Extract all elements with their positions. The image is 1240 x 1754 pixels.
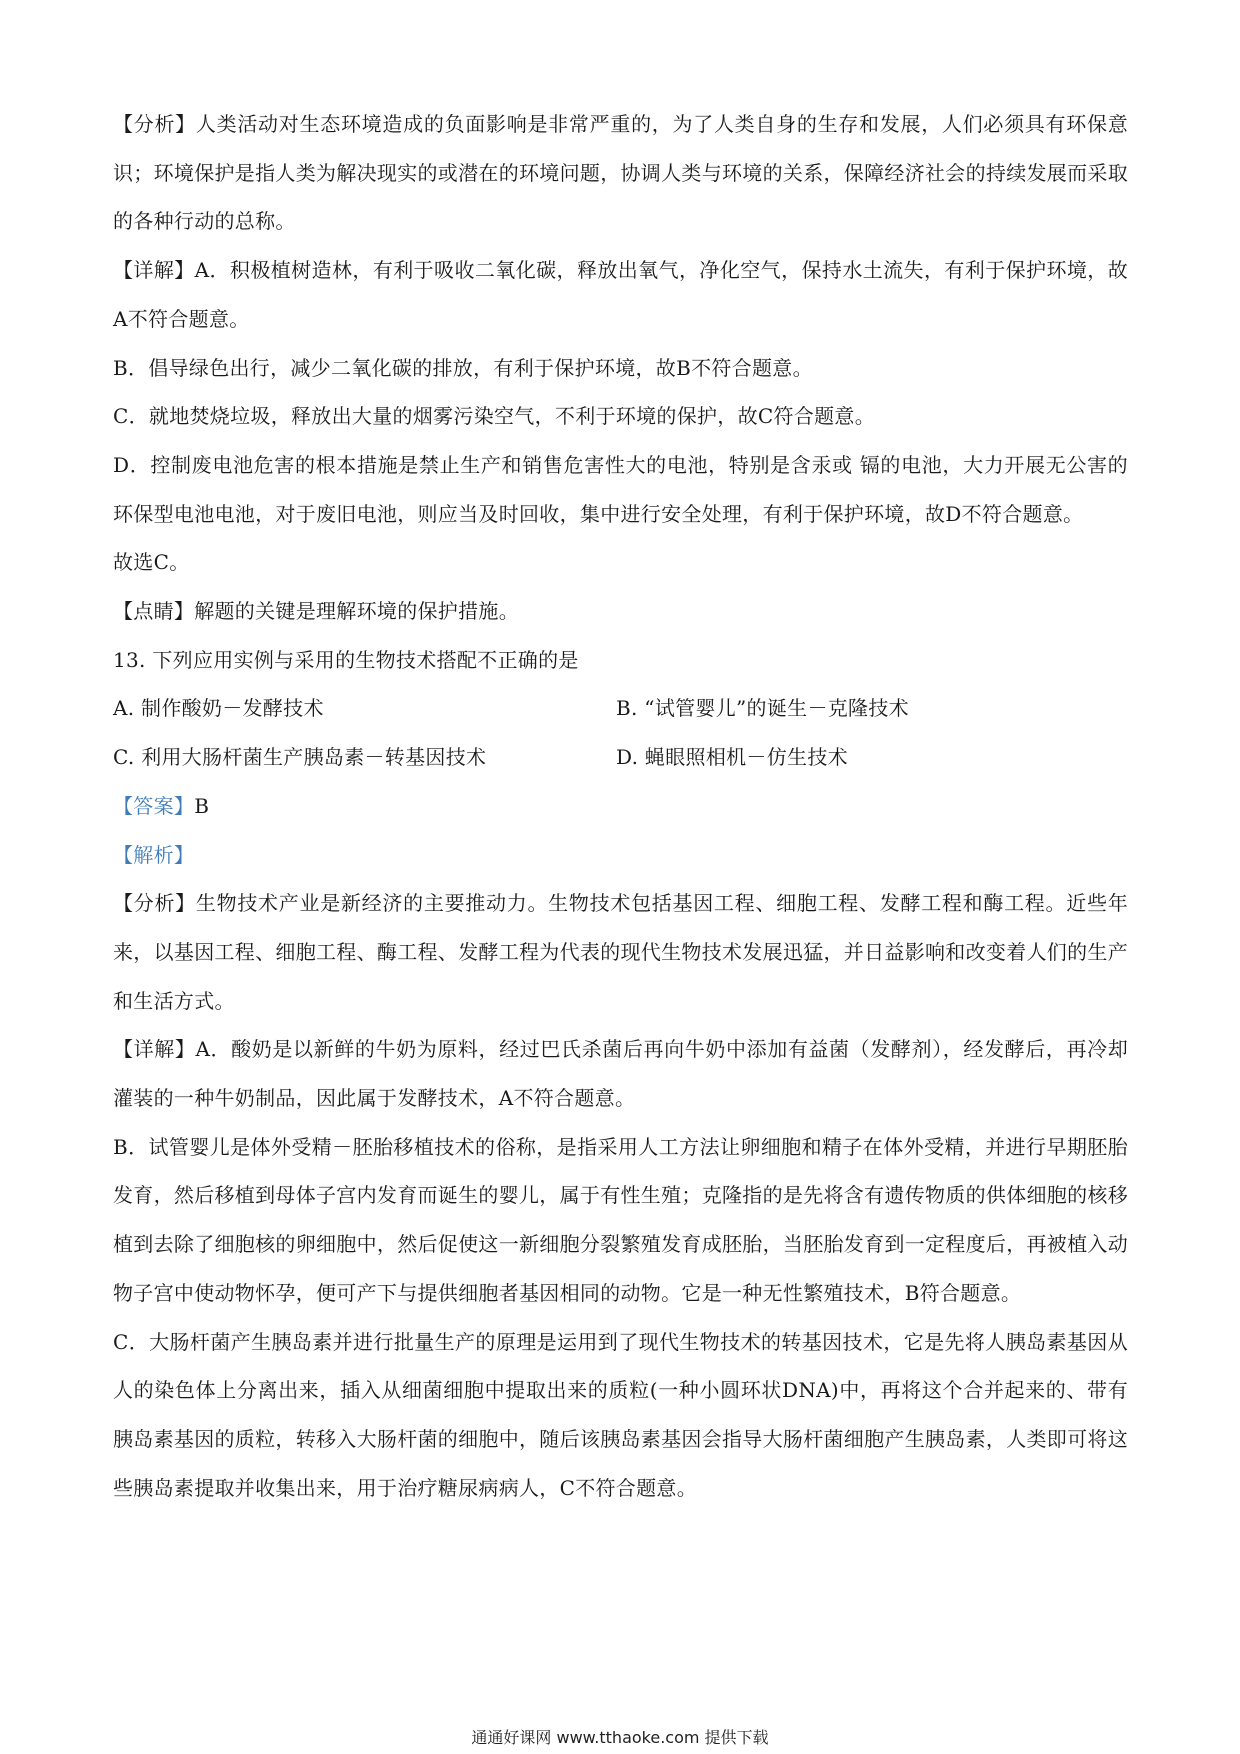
answer-value: B: [194, 793, 210, 818]
paragraph-analysis-1: 【分析】人类活动对生态环境造成的负面影响是非常严重的，为了人类自身的生存和发展，人们必须具有环保意识；环境保护是指人类为解决现实的或潜在的环境问题，协调人类与环境的关系，保障经济社会的持续发展而采取的各种行动的总称。: [113, 112, 1128, 234]
paragraph-detail-a-1: 【详解】A．积极植树造林，有利于吸收二氧化碳，释放出氧气，净化空气，保持水土流失，有利于保护环境，故A不符合题意。: [113, 258, 1128, 331]
page-footer: 通通好课网 www.tthaoke.com 提供下载: [471, 1728, 769, 1747]
answer-line: [113, 782, 1128, 831]
option-d: D. 蝇眼照相机－仿生技术: [616, 745, 848, 770]
paragraph-key-point-1: 【点睛】解题的关键是理解环境的保护措施。: [113, 599, 519, 624]
options-row-2: [113, 733, 1128, 782]
paragraph-choice-1: 故选C。: [113, 550, 190, 575]
paragraph-analysis-2: 【分析】生物技术产业是新经济的主要推动力。生物技术包括基因工程、细胞工程、发酵工程和酶工程。近些年来，以基因工程、细胞工程、酶工程、发酵工程为代表的现代生物技术发展迅猛，并日益影响和改变着人们的生产和生活方式。: [113, 891, 1128, 1013]
paragraph-detail-b-2: B．试管婴儿是体外受精－胚胎移植技术的俗称，是指采用人工方法让卵细胞和精子在体外受精，并进行早期胚胎发育，然后移植到母体子宫内发育而诞生的婴儿，属于有性生殖；克隆指的是先将含有遗传物质的供体细胞的核移植到去除了细胞核的卵细胞中，然后促使这一新细胞分裂繁殖发育成胚胎，当胚胎发育到一定程度后，再被植入动物子宫中使动物怀孕，便可产下与提供细胞者基因相同的动物。它是一种无性繁殖技术，B符合题意。: [113, 1134, 1128, 1305]
paragraph-detail-a-2: 【详解】A．酸奶是以新鲜的牛奶为原料，经过巴氏杀菌后再向牛奶中添加有益菌（发酵剂），经发酵后，再冷却灌装的一种牛奶制品，因此属于发酵技术，A不符合题意。: [113, 1037, 1128, 1111]
option-c: C. 利用大肠杆菌生产胰岛素－转基因技术: [113, 745, 487, 770]
option-b: B. “试管婴儿”的诞生－克隆技术: [616, 696, 909, 721]
question-13: 13. 下列应用实例与采用的生物技术搭配不正确的是: [113, 647, 579, 672]
paragraph-detail-c-2: C．大肠杆菌产生胰岛素并进行批量生产的原理是运用到了现代生物技术的转基因技术，它是先将人胰岛素基因从人的染色体上分离出来，插入从细菌细胞中提取出来的质粒(一种小圆环状DNA)中，再将这个合并起来的、带有胰岛素基因的质粒，转移入大肠杆菌的细胞中，随后该胰岛素基因会指导大肠杆菌细胞产生胰岛素，人类即可将这些胰岛素提取并收集出来，用于治疗糖尿病病人，C不符合题意。: [113, 1329, 1128, 1500]
option-a: A. 制作酸奶－发酵技术: [113, 696, 324, 721]
analysis-label: 【解析】: [113, 842, 195, 867]
paragraph-detail-c-1: C．就地焚烧垃圾，释放出大量的烟雾污染空气，不利于环境的保护，故C符合题意。: [113, 404, 876, 429]
paragraph-detail-b-1: B．倡导绿色出行，减少二氧化碳的排放，有利于保护环境，故B不符合题意。: [113, 355, 813, 380]
options-row-1: [113, 684, 1128, 733]
answer-label: 【答案】: [113, 793, 195, 818]
paragraph-detail-d-1: D．控制废电池危害的根本措施是禁止生产和销售危害性大的电池，特别是含汞或 镉的电池，大力开展无公害的环保型电池电池，对于废旧电池，则应当及时回收，集中进行安全处理，有利于保护环境，故D不符合题意。: [113, 452, 1128, 526]
document-body: [113, 100, 1128, 1512]
